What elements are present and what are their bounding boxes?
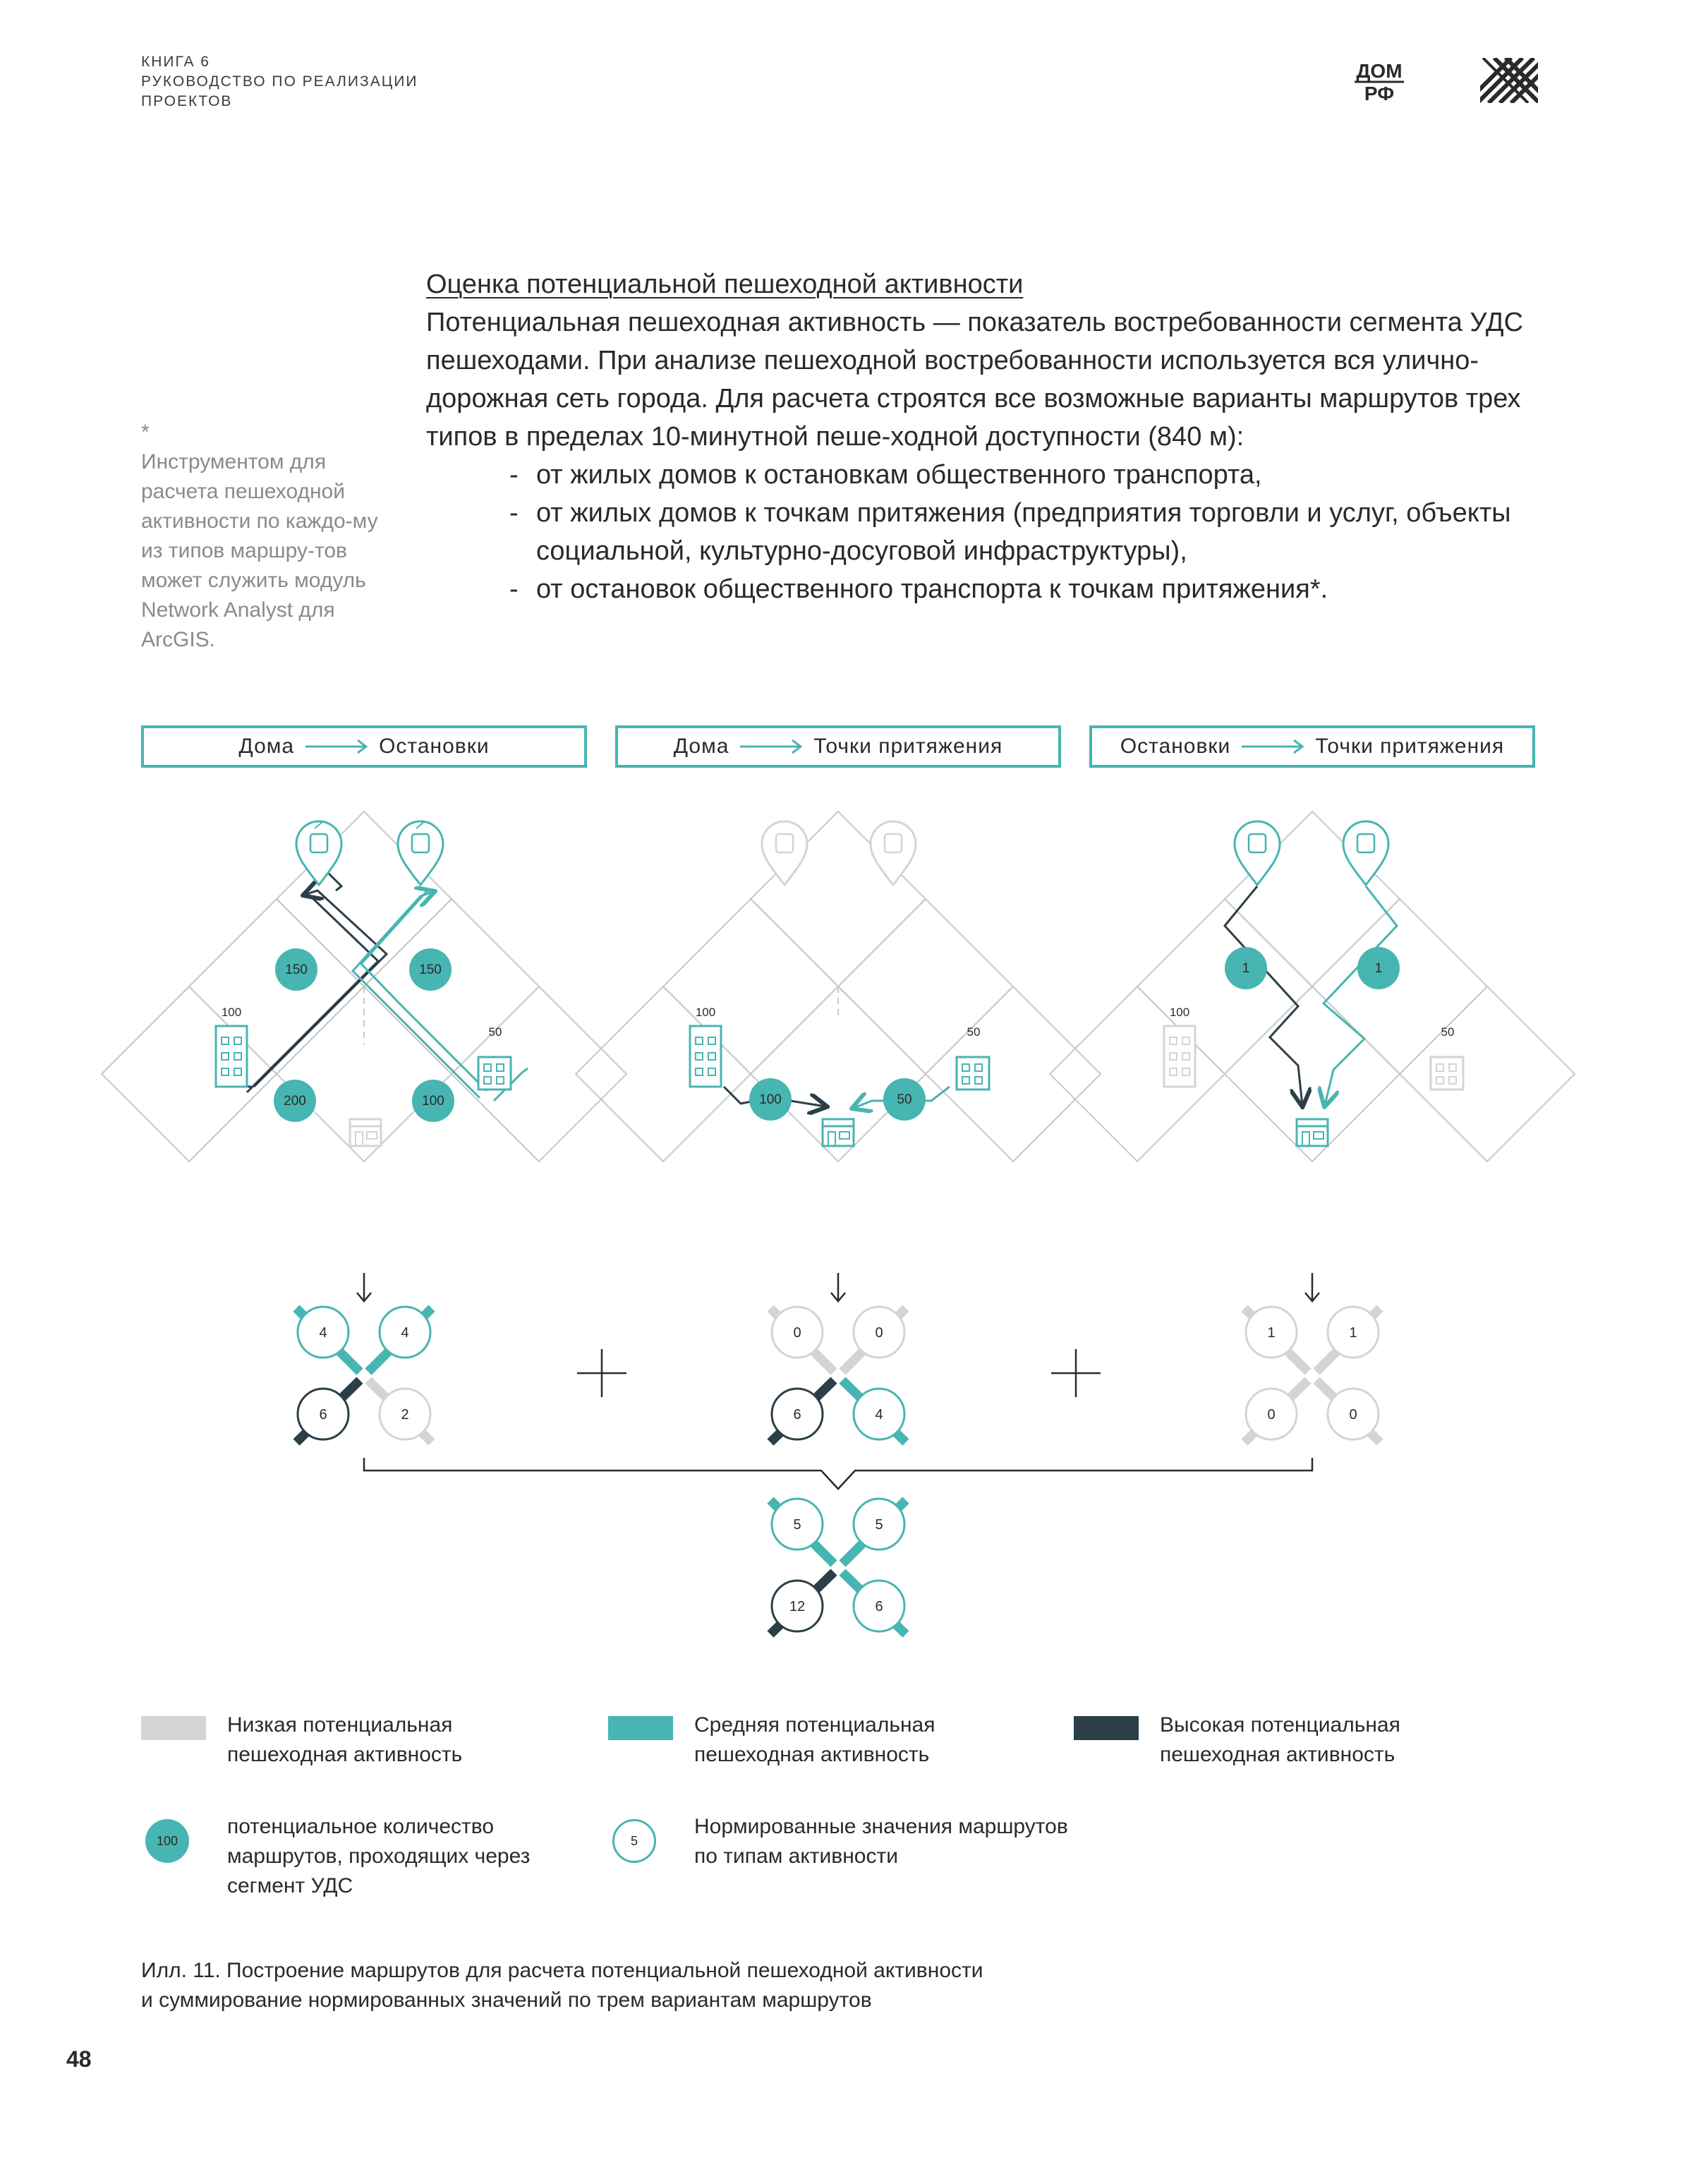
house-population-label: 50 (1441, 1025, 1455, 1039)
caption-line1: Илл. 11. Построение маршрутов для расчета потенциальной пешеходной активности (141, 1959, 983, 1982)
logo-dom-top: ДОМ (1356, 60, 1403, 82)
bus-stop-icon (762, 821, 807, 885)
main-text-block (426, 265, 1541, 608)
route-count-label: 100 (759, 1092, 782, 1107)
side-note (141, 418, 402, 655)
book-title-line2: РУКОВОДСТВО ПО РЕАЛИЗАЦИИ (141, 73, 418, 90)
list-item-text: от остановок общественного транспорта к точкам притяжения*. (536, 574, 1328, 604)
route-count-label: 1 (1374, 961, 1383, 976)
legend-swatch-high (1074, 1716, 1139, 1740)
legend-swatch-medium (608, 1716, 673, 1740)
page-number: 48 (66, 2046, 92, 2072)
route-count-label: 150 (285, 962, 308, 977)
legend-norm-sample: 5 (630, 1833, 638, 1848)
route-count-marker (275, 948, 317, 991)
logo-dom-bottom: РФ (1364, 83, 1395, 103)
route-to: Точки притяжения (813, 735, 1003, 758)
list-item-text: от жилых домов к точкам притяжения (предприятия торговли и услуг, объекты социальной, культурно-досуговой инфраструктуры), (536, 498, 1511, 566)
house-population-label: 50 (488, 1025, 502, 1039)
route-count-label: 200 (284, 1094, 306, 1109)
sum-value: 5 (793, 1517, 801, 1533)
route-type-homes-attractions (615, 725, 1061, 768)
route-count-marker (412, 1080, 454, 1122)
normalized-value-marker (772, 1389, 823, 1439)
side-note-asterisk: * (141, 421, 150, 444)
route-to: Остановки (379, 735, 490, 758)
sum-value: 5 (875, 1517, 883, 1533)
sum-bracket (364, 1458, 1312, 1489)
normalized-value-marker (1246, 1307, 1297, 1358)
normalized-value: 0 (793, 1325, 801, 1341)
bus-stop-icon (1343, 821, 1388, 885)
house-icon (478, 1025, 511, 1089)
house-population-label: 100 (1169, 1006, 1190, 1019)
section-heading: Оценка потенциальной пешеходной активности (426, 270, 1024, 299)
house-population-label: 100 (695, 1006, 716, 1019)
normalized-value: 6 (793, 1407, 801, 1423)
sum-value: 6 (875, 1599, 883, 1614)
bus-stop-icon (1235, 821, 1280, 885)
normalized-value-marker (380, 1389, 430, 1439)
network-diagram-3 (1050, 811, 1575, 1161)
plus-icon (577, 1349, 626, 1397)
route-from: Дома (238, 735, 295, 758)
legend-count-sample: 100 (156, 1833, 178, 1848)
normalized-value-marker (854, 1389, 904, 1439)
normalized-value-marker (854, 1307, 904, 1358)
arrow-right-icon (739, 738, 804, 755)
list-item-text: от жилых домов к остановкам общественного транспорта, (536, 460, 1262, 490)
legend-count-marker (145, 1819, 189, 1863)
normalized-value-marker (1246, 1389, 1297, 1439)
normalized-value: 1 (1349, 1325, 1357, 1341)
normalized-value-marker (1328, 1389, 1379, 1439)
normalized-value: 2 (401, 1407, 409, 1423)
shop-icon (1297, 1119, 1328, 1146)
normalized-value-marker (772, 1581, 823, 1631)
legend-norm-label: Нормированные значения маршрутов по типам активности (694, 1815, 1068, 1868)
list-item: - от жилых домов к точкам притяжения (предприятия торговли и услуг, объекты социальной, культурно-досуговой инфраструктуры), (509, 498, 1511, 566)
legend-count-label: потенциальное количество маршрутов, проходящих через сегмент УДС (227, 1815, 531, 1897)
route-count-label: 1 (1242, 961, 1250, 976)
normalized-cross-1 (296, 1307, 432, 1442)
route-count-marker (749, 1078, 792, 1121)
house-population-label: 50 (967, 1025, 981, 1039)
figure-caption (141, 1956, 1340, 2015)
legend-swatch-low (141, 1716, 206, 1740)
section-paragraph: Потенциальная пешеходная активность — показатель востребованности сегмента УДС пешеходами. При анализе пешеходной востребованности используется вся улично-дорожная сеть города. Для расчета строятся все возможные варианты маршрутов трех типов в пределах 10-минутной пеше-ходной доступности (840 м): (426, 308, 1524, 452)
arrow-right-icon (1240, 738, 1305, 755)
bus-stop-icon (398, 821, 443, 885)
route-count-marker (883, 1078, 926, 1121)
normalized-value: 6 (319, 1407, 327, 1423)
sum-result-cross (770, 1499, 906, 1634)
normalized-value-marker (298, 1389, 349, 1439)
arrow-down-icon (831, 1273, 845, 1301)
normalized-value: 0 (1349, 1407, 1357, 1423)
side-note-text: Инструментом для расчета пешеходной активности по каждо-му из типов маршру-тов может служить модуль Network Analyst для ArcGIS. (141, 450, 378, 651)
route-from: Дома (673, 735, 729, 758)
house-icon (957, 1025, 989, 1089)
route-to: Точки притяжения (1315, 735, 1505, 758)
route-count-label: 50 (897, 1092, 912, 1107)
bus-stop-icon (871, 821, 916, 885)
pattern-logo-icon (1480, 58, 1538, 103)
house-population-label: 100 (221, 1006, 242, 1019)
route-diagram (0, 776, 1708, 1694)
list-item: - от жилых домов к остановкам общественного транспорта, (509, 460, 1262, 490)
sum-value: 12 (789, 1599, 806, 1614)
normalized-value-marker (298, 1307, 349, 1358)
normalized-cross-3 (1244, 1307, 1380, 1442)
arrow-right-icon (304, 738, 369, 755)
route-count-marker (274, 1080, 316, 1122)
normalized-value-marker (854, 1499, 904, 1550)
route-count-marker (409, 948, 452, 991)
route-count-marker (1357, 947, 1400, 989)
house-icon (1431, 1025, 1463, 1089)
book-title (141, 52, 418, 111)
plus-icon (1051, 1349, 1101, 1397)
legend-high-label: Высокая потенциальная пешеходная активность (1160, 1713, 1400, 1766)
normalized-value-marker (772, 1307, 823, 1358)
arrow-down-icon (1305, 1273, 1319, 1301)
normalized-value-marker (1328, 1307, 1379, 1358)
normalized-value-marker (772, 1499, 823, 1550)
normalized-value: 4 (319, 1325, 327, 1341)
book-title-line3: ПРОЕКТОВ (141, 93, 233, 109)
legend-medium-label: Средняя потенциальная пешеходная активность (694, 1713, 935, 1766)
route-type-stops-attractions (1089, 725, 1535, 768)
network-diagram-1 (102, 811, 626, 1161)
book-title-line1: КНИГА 6 (141, 54, 210, 70)
normalized-value: 0 (1267, 1407, 1276, 1423)
bus-stop-icon (296, 821, 341, 885)
shop-icon (350, 1119, 381, 1146)
legend-norm-marker (612, 1819, 656, 1863)
normalized-value: 4 (875, 1407, 883, 1423)
shop-icon (823, 1119, 854, 1146)
normalized-value-marker (854, 1581, 904, 1631)
legend-low-label: Низкая потенциальная пешеходная активность (227, 1713, 463, 1766)
network-diagram-2 (576, 811, 1101, 1161)
route-count-marker (1225, 947, 1267, 989)
normalized-value: 1 (1267, 1325, 1276, 1341)
normalized-value: 4 (401, 1325, 409, 1341)
route-count-label: 150 (419, 962, 442, 977)
dom-rf-logo (1352, 58, 1407, 103)
normalized-cross-2 (770, 1307, 906, 1442)
arrow-down-icon (357, 1273, 371, 1301)
route-count-label: 100 (422, 1094, 444, 1109)
normalized-value: 0 (875, 1325, 883, 1341)
caption-line2: и суммирование нормированных значений по трем вариантам маршрутов (141, 1988, 872, 2012)
list-item: - от остановок общественного транспорта к точкам притяжения*. (509, 574, 1328, 604)
route-type-homes-stops (141, 725, 587, 768)
route-from: Остановки (1120, 735, 1231, 758)
normalized-value-marker (380, 1307, 430, 1358)
route-type-list (426, 456, 1541, 608)
